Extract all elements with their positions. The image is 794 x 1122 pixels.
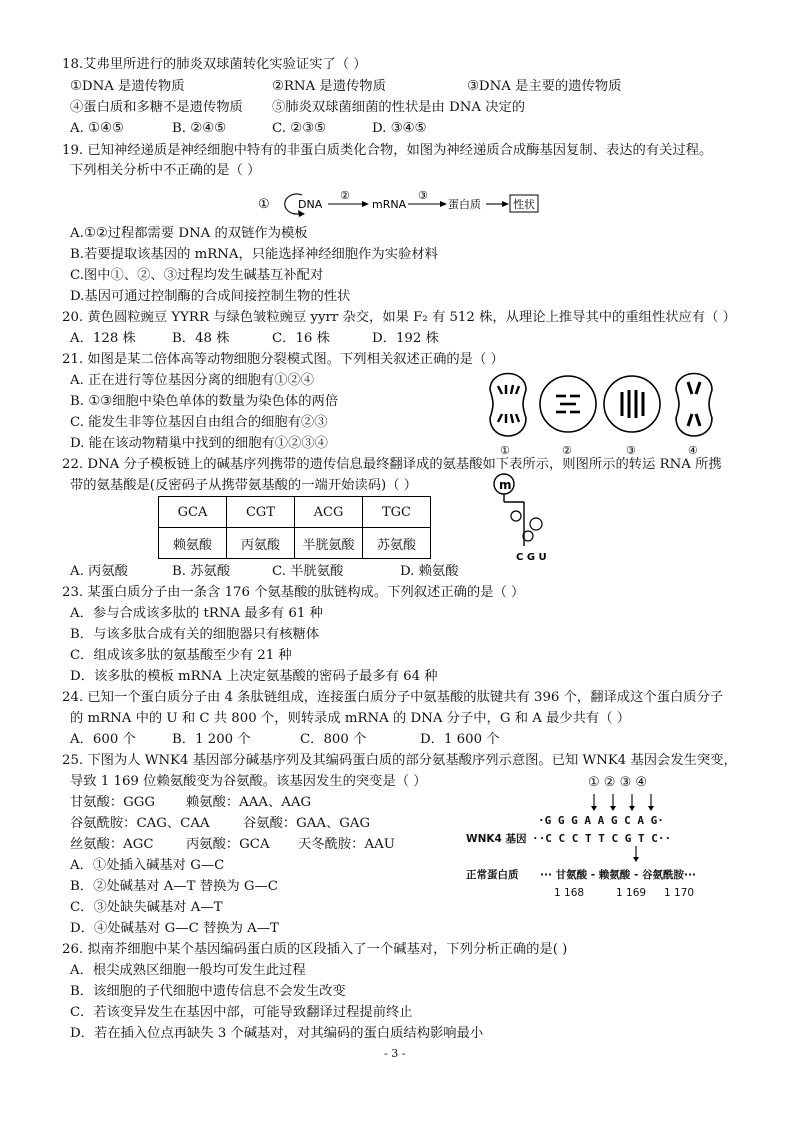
- table-cell: 丙氨酸: [227, 528, 295, 559]
- q21-option-a: A. 正在进行等位基因分离的细胞有①②④: [70, 373, 315, 388]
- q26-option-a: A．根尖成熟区细胞一般均可发生此过程: [70, 963, 306, 978]
- q23-option-b: B．与该多肽合成有关的细胞器只有核糖体: [70, 627, 320, 642]
- q25-stem-line-1: 25. 下图为人 WNK4 基因部分碱基序列及其编码蛋白质的部分氨基酸序列示意图。已知 WNK4 基因会发生突变，: [62, 753, 737, 768]
- cell-4-label: ④: [688, 444, 698, 457]
- mrna-label: mRNA: [372, 198, 407, 211]
- q18-option-b: B. ②④⑤: [172, 121, 226, 136]
- q19-option-d: D.基因可通过控制酶的合成间接控制生物的性状: [70, 289, 351, 304]
- q18-statement-3: ③DNA 是主要的遗传物质: [467, 79, 622, 94]
- q26-stem: 26. 拟南芥细胞中某个基因编码蛋白质的区段插入了一个碱基对，下列分析正确的是( ): [62, 942, 568, 957]
- q26-option-d: D．若在插入位点再缺失 3 个碱基对，对其编码的蛋白质结构影响最小: [70, 1026, 484, 1041]
- anticodon-label: C G U: [516, 552, 547, 563]
- table-row: [159, 528, 431, 559]
- q23-option-c: C．组成该多肽的氨基酸至少有 21 种: [70, 648, 292, 663]
- table-cell: 苏氨酸: [363, 528, 431, 559]
- q25-codon-4: 谷氨酸：GAA、GAG: [243, 816, 371, 831]
- q25-codon-2: 赖氨酸：AAA、AAG: [186, 795, 312, 810]
- cell-1-label: ①: [500, 444, 510, 457]
- amino-acid-table: [158, 496, 431, 559]
- q24-option-a: A．600 个: [70, 732, 136, 747]
- q21-option-b: B. ①③细胞中染色单体的数量为染色体的两倍: [70, 394, 339, 409]
- position-1168: 1 168: [554, 887, 585, 899]
- position-1170: 1 170: [664, 887, 695, 899]
- q19-stem-line-1: 19. 已知神经递质是神经细胞中特有的非蛋白质类化合物，如图为神经递质合成酶基因复制、表达的有关过程。: [62, 143, 713, 158]
- q23-option-a: A．参与合成该多肽的 tRNA 最多有 61 种: [70, 606, 323, 621]
- q25-option-a: A．①处插入碱基对 G—C: [70, 858, 225, 873]
- wnk4-diagram: [466, 774, 726, 904]
- q22-stem-line-1: 22. DNA 分子模板链上的碱基序列携带的遗传信息最终翻译成的氨基酸如下表所示，则图所示的转运 RNA 所携: [62, 457, 722, 472]
- q20-option-d: D．192 株: [372, 331, 439, 346]
- table-cell: ACG: [295, 497, 363, 528]
- q25-codon-6: 丙氨酸：GCA: [186, 837, 270, 852]
- q18-option-d: D. ③④⑤: [372, 121, 427, 136]
- q19-option-c: C.图中①、②、③过程均发生碱基互补配对: [70, 268, 324, 283]
- page-number: - 3 -: [384, 1047, 406, 1060]
- q25-codon-7: 天冬酰胺：AAU: [298, 837, 395, 852]
- process-3-label: ③: [418, 189, 428, 202]
- q20-stem: 20. 黄色圆粒豌豆 YYRR 与绿色皱粒豌豆 yyrr 杂交，如果 F₂ 有 512 株，从理论上推导其中的重组性状应有（ ）: [62, 310, 736, 325]
- trait-label: 性状: [513, 198, 535, 211]
- q18-statement-2: ②RNA 是遗传物质: [272, 79, 386, 94]
- q22-option-b: B. 苏氨酸: [172, 564, 231, 579]
- q21-option-c: C. 能发生非等位基因自由组合的细胞有②③: [70, 415, 328, 430]
- table-cell: CGT: [227, 497, 295, 528]
- table-cell: TGC: [363, 497, 431, 528]
- q25-option-c: C．③处缺失碱基对 A—T: [70, 900, 223, 915]
- process-1-label: ①: [258, 197, 270, 212]
- q24-stem-line-2: 的 mRNA 中的 U 和 C 共 800 个，则转录成 mRNA 的 DNA 分子中，G 和 A 最少共有（ ）: [70, 711, 631, 726]
- wnk4-gene-label: WNK4 基因: [466, 833, 527, 845]
- q25-option-d: D．④处碱基对 G—C 替换为 A—T: [70, 921, 279, 936]
- q22-option-d: D. 赖氨酸: [400, 564, 459, 579]
- cell-3: [604, 376, 660, 432]
- q24-stem-line-1: 24. 已知一个蛋白质分子由 4 条肽链组成，连接蛋白质分子中氨基酸的肽键共有 396 个，翻译成这个蛋白质分子: [62, 690, 724, 705]
- mutation-site-numbers: ① ② ③ ④: [588, 775, 648, 790]
- q21-stem: 21. 如图是某二倍体高等动物细胞分裂模式图。下列相关叙述正确的是（ ）: [62, 352, 504, 367]
- q18-stem: 18.艾弗里所进行的肺炎双球菌转化实验证实了（ ）: [62, 57, 367, 72]
- q18-statement-5: ⑤肺炎双球菌细菌的性状是由 DNA 决定的: [272, 100, 526, 115]
- normal-protein-label: 正常蛋白质: [466, 869, 519, 881]
- dna-strand-2: ··C C C T T C G T C··: [532, 832, 672, 845]
- q25-codon-3: 谷氨酰胺：CAG、CAA: [70, 816, 210, 831]
- table-cell: GCA: [159, 497, 227, 528]
- cell-2: [540, 376, 596, 432]
- position-1169: 1 169: [616, 887, 647, 899]
- q26-option-c: C．若该变异发生在基因中部，可能导致翻译过程提前终止: [70, 1005, 413, 1020]
- table-row: [159, 497, 431, 528]
- q18-statement-4: ④蛋白质和多糖不是遗传物质: [70, 100, 243, 115]
- cell-3-label: ③: [626, 444, 636, 457]
- q24-option-d: D．1 600 个: [420, 732, 500, 747]
- q18-statement-1: ①DNA 是遗传物质: [70, 79, 185, 94]
- q23-stem: 23. 某蛋白质分子由一条含 176 个氨基酸的肽链构成。下列叙述正确的是（ ）: [62, 585, 525, 600]
- q25-stem-line-2: 导致 1 169 位赖氨酸变为谷氨酸。该基因发生的突变是（ ）: [70, 774, 427, 789]
- q22-option-c: C. 半胱氨酸: [272, 564, 344, 579]
- cell-2-label: ②: [562, 444, 572, 457]
- q24-option-c: C．800 个: [300, 732, 367, 747]
- process-2-label: ②: [340, 189, 350, 202]
- q19-stem-line-2: 下列相关分析中不正确的是（ ）: [70, 163, 261, 178]
- q19-option-b: B.若要提取该基因的 mRNA，只能选择神经细胞作为实验材料: [70, 247, 438, 262]
- q25-option-b: B．②处碱基对 A—T 替换为 G—C: [70, 879, 278, 894]
- table-cell: 半胱氨酸: [295, 528, 363, 559]
- q19-option-a: A.①②过程都需要 DNA 的双链作为模板: [70, 226, 308, 241]
- dna-strand-1: ·G G G A A G C A G·: [538, 814, 664, 827]
- q20-option-a: A．128 株: [70, 331, 136, 346]
- q24-option-b: B．1 200 个: [172, 732, 251, 747]
- amino-acid-sequence: ··· 甘氨酸 - 赖氨酸 - 谷氨酰胺···: [540, 869, 696, 881]
- q26-option-b: B．该细胞的子代细胞中遗传信息不会发生改变: [70, 984, 346, 999]
- q25-codon-5: 丝氨酸：AGC: [70, 837, 154, 852]
- gene-expression-diagram: [252, 186, 542, 220]
- q22-stem-line-2: 带的氨基酸是(反密码子从携带氨基酸的一端开始读码)（ ）: [70, 478, 418, 493]
- cell-4: [676, 374, 712, 437]
- q22-option-a: A. 丙氨酸: [70, 564, 128, 579]
- q20-option-c: C．16 株: [272, 331, 330, 346]
- replication-arrowhead: [298, 210, 305, 217]
- table-cell: 赖氨酸: [159, 528, 227, 559]
- dna-label: DNA: [298, 198, 323, 211]
- q18-option-c: C. ②③⑤: [272, 121, 326, 136]
- q25-codon-1: 甘氨酸：GGG: [70, 795, 156, 810]
- q18-option-a: A. ①④⑤: [70, 121, 124, 136]
- q23-option-d: D．该多肽的模板 mRNA 上决定氨基酸的密码子最多有 64 种: [70, 669, 438, 684]
- protein-label: 蛋白质: [448, 198, 481, 211]
- amino-acid-m: m: [499, 478, 512, 492]
- trna-diagram: [486, 470, 556, 566]
- q20-option-b: B．48 株: [172, 331, 230, 346]
- cell-1: [490, 374, 526, 437]
- cell-division-diagram: [486, 366, 726, 458]
- q21-option-d: D. 能在该动物精巢中找到的细胞有①②③④: [70, 436, 328, 451]
